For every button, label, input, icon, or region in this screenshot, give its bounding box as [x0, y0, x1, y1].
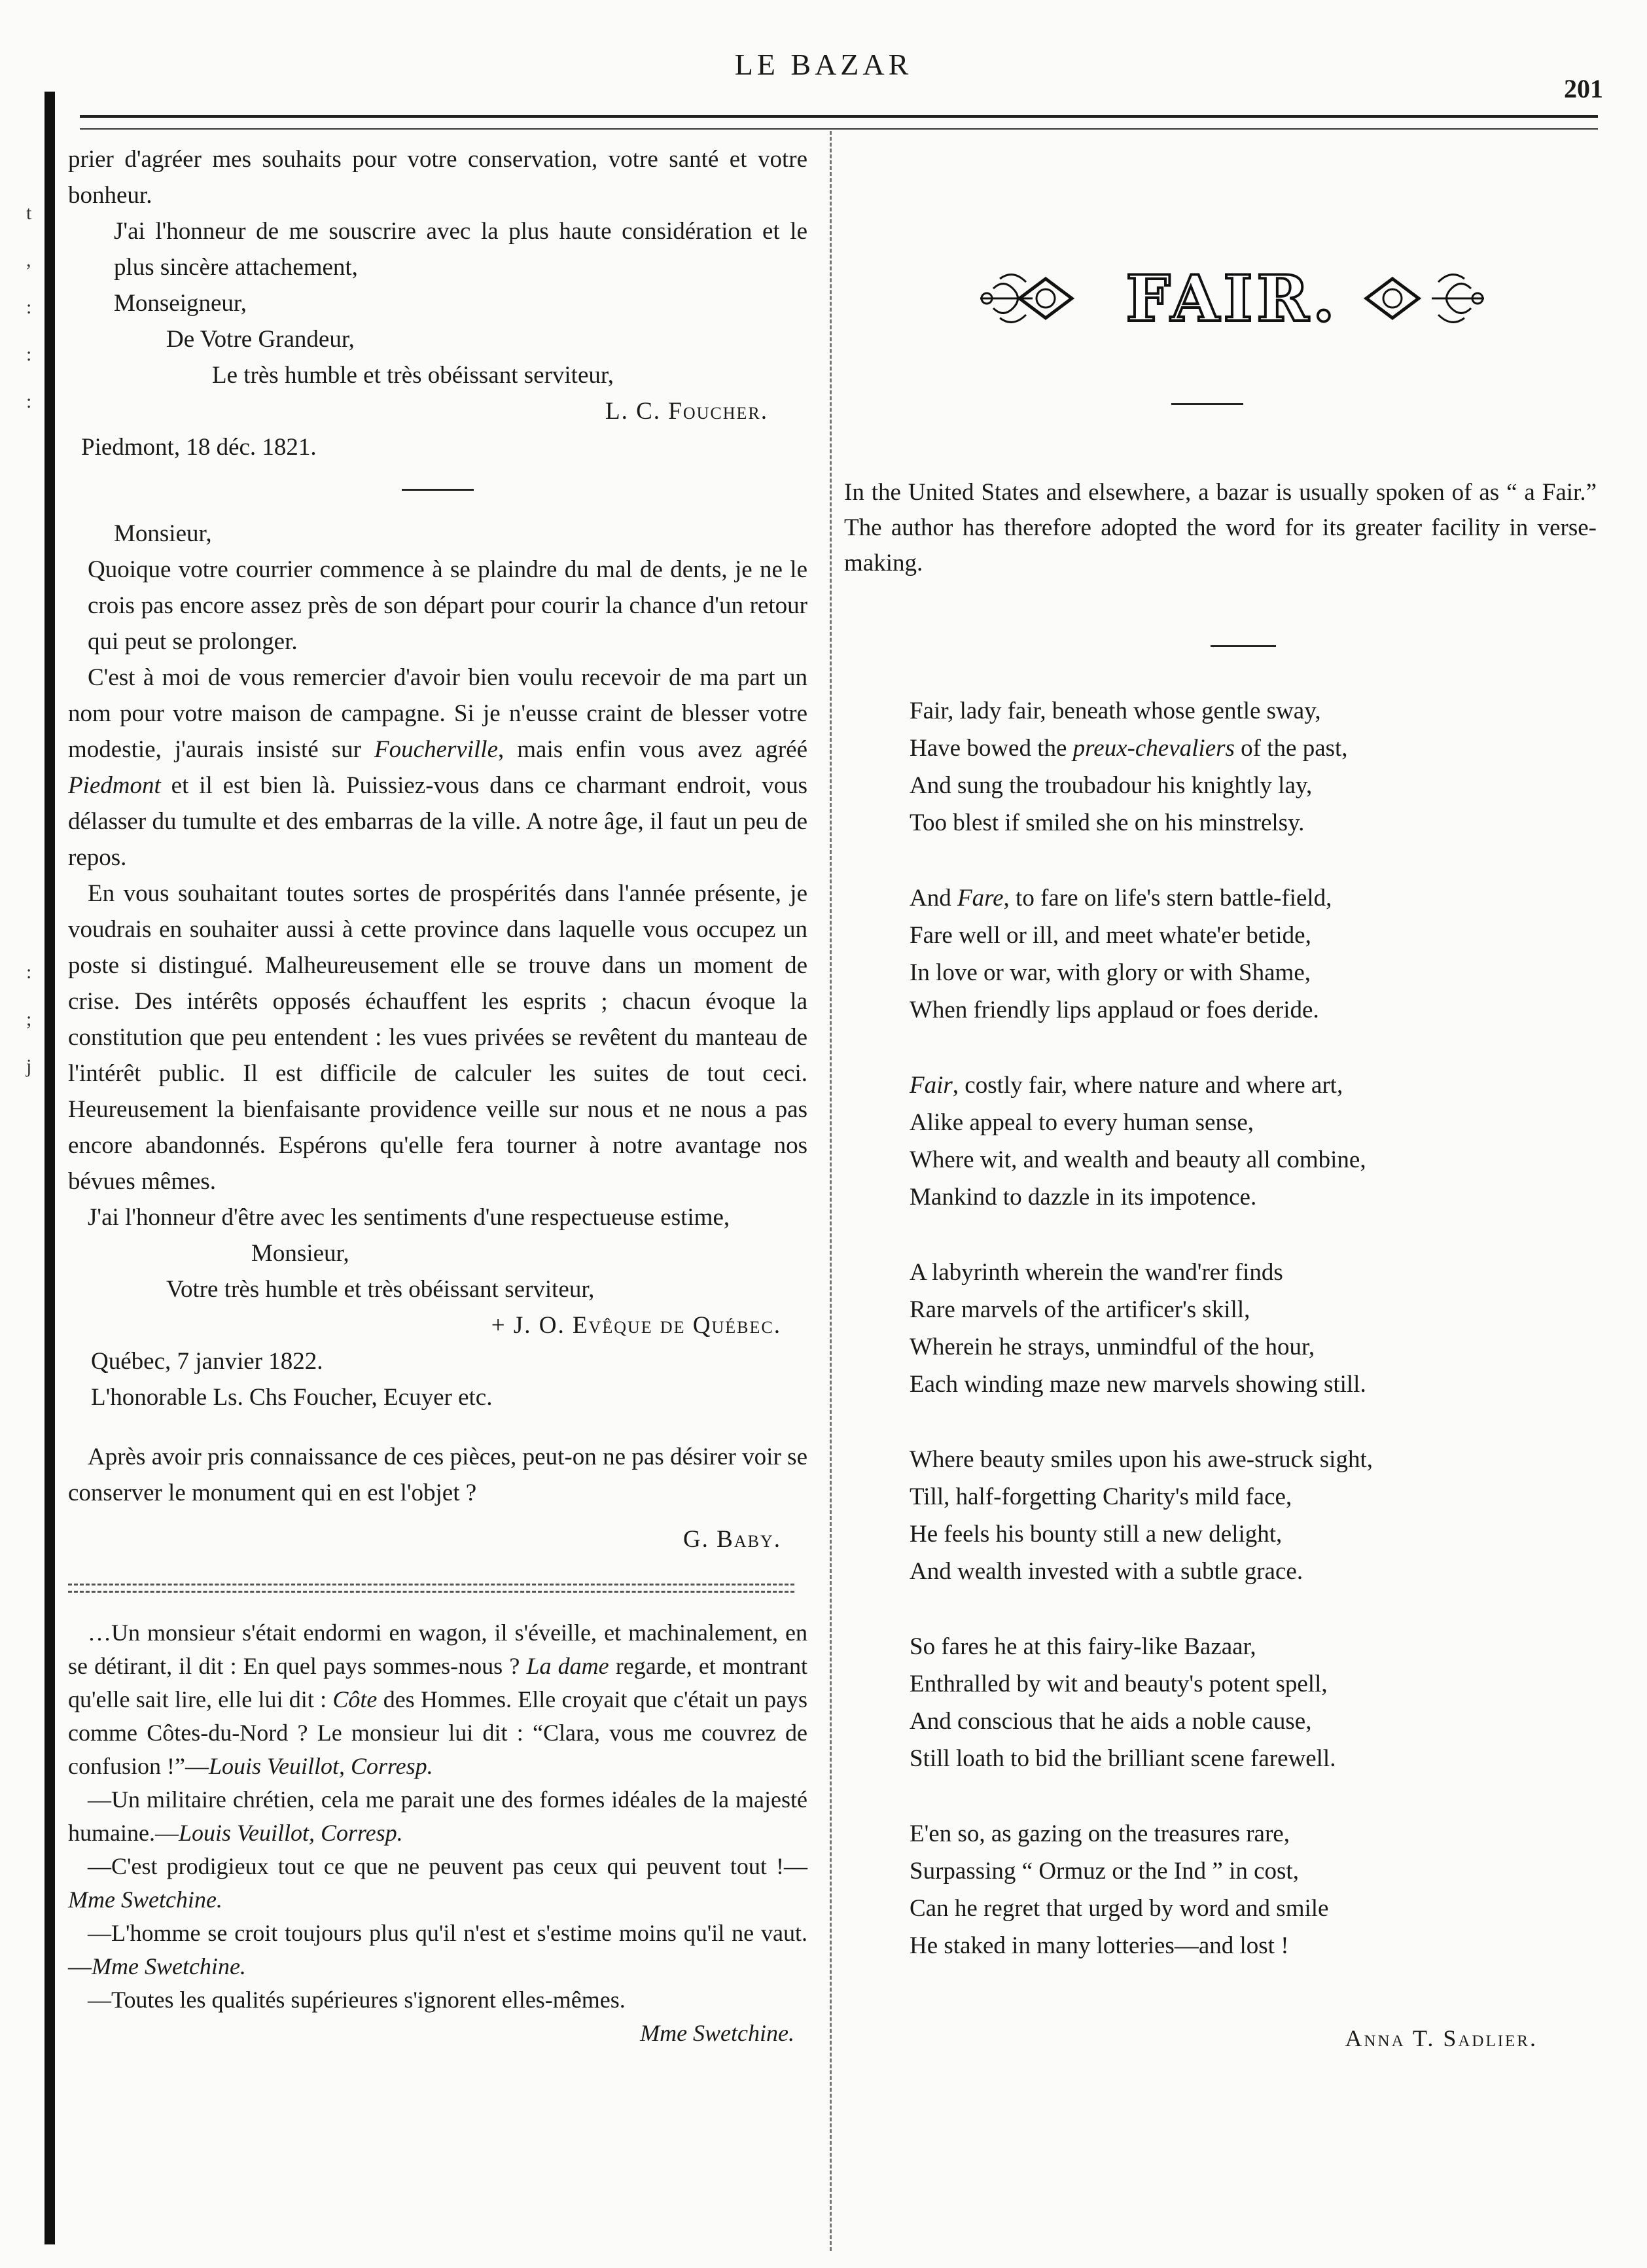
fair-title-banner — [974, 253, 1491, 344]
margin-mark: j — [26, 1055, 32, 1077]
text-run: et il est bien là. Puissiez-vous dans ce charmant endroit, vous délasser du tumulte et des embarras de la ville. A notre âge, il faut un peu de repos. — [68, 772, 807, 871]
italic-run: La dame — [526, 1653, 609, 1679]
letter1-salutation: Monseigneur, — [114, 290, 247, 317]
poem-line: A labyrinth wherein the wand'rer finds — [910, 1259, 1283, 1286]
quotation-source: Mme Swetchine. — [68, 1887, 222, 1913]
letter2-paragraph: Quoique votre courrier commence à se plaindre du mal de dents, je ne le crois pas encore assez près de son départ pour courir la chance d'un retour qui peut se prolonger. — [88, 556, 807, 655]
letter2-paragraph: J'ai l'honneur d'être avec les sentiments d'une respectueuse estime, — [88, 1204, 730, 1231]
poem-line: Till, half-forgetting Charity's mild face, — [910, 1483, 1292, 1510]
poem-stanza — [910, 879, 1603, 1029]
afterword-signature: G. Baby. — [682, 1526, 781, 1553]
left-column — [68, 141, 807, 2050]
column-divider — [830, 131, 832, 2251]
margin-mark: ; — [26, 1008, 32, 1030]
poem-line: So fares he at this fairy-like Bazaar, — [910, 1633, 1256, 1660]
margin-mark: : — [26, 296, 32, 318]
poem-line: Fair, lady fair, beneath whose gentle sway, — [910, 698, 1321, 724]
quotation — [68, 1616, 807, 1783]
margin-mark: , — [26, 249, 31, 271]
poem-stanza — [910, 1254, 1603, 1403]
text-run: …Un monsieur s'était endormi en wagon, il s'éveille, et machinalement, en se détirant, il dit : En quel pays sommes-nous ? — [68, 1620, 807, 1679]
poem-line: Alike appeal to every human sense, — [910, 1109, 1254, 1136]
section-rule — [1171, 403, 1243, 405]
poem-line: Where wit, and wealth and beauty all combine, — [910, 1146, 1366, 1173]
poem-line: And conscious that he aids a noble cause, — [910, 1708, 1312, 1735]
poem-line: Have bowed the preux-chevaliers of the past, — [910, 735, 1348, 762]
binding-margin-bar — [44, 92, 55, 2244]
poem-line: In love or war, with glory or with Shame, — [910, 959, 1311, 986]
ornament-left-icon — [980, 275, 1072, 323]
text-run: —Un militaire chrétien, cela me parait une des formes idéales de la majesté humaine.— — [68, 1786, 807, 1846]
text-run: C'est à moi de vous remercier d'avoir bien voulu recevoir de ma part un nom pour votre maison de campagne. Si je n'eusse craint de blesser votre modestie, j'aurais insisté sur — [68, 664, 807, 763]
poem-line: He feels his bounty still a new delight, — [910, 1521, 1283, 1548]
poem-line: Mankind to dazzle in its impotence. — [910, 1184, 1257, 1211]
poem-line: Where beauty smiles upon his awe-struck sight, — [910, 1446, 1373, 1473]
poem-line: Fair, costly fair, where nature and where art, — [910, 1072, 1343, 1099]
quotation-source: Mme Swetchine. — [92, 1953, 246, 1979]
poem-line: Enthralled by wit and beauty's potent spell, — [910, 1671, 1328, 1697]
letter2-signature: + J. O. Evêque de Québec. — [491, 1312, 781, 1339]
margin-marks — [26, 190, 39, 1090]
quotation-source-line — [68, 2017, 807, 2050]
letter1-paragraph: J'ai l'honneur de me souscrire avec la plus haute considération et le plus sincère attachement, — [114, 218, 807, 281]
quotation: —Toutes les qualités supérieures s'ignorent elles-mêmes. — [88, 1987, 626, 2013]
margin-mark: : — [26, 391, 32, 412]
quotation-source: Louis Veuillot, Corresp. — [208, 1753, 433, 1779]
letter2-closing: Votre très humble et très obéissant serviteur, — [166, 1276, 595, 1303]
poem-stanza — [910, 1815, 1603, 1964]
letter2-addressee: L'honorable Ls. Chs Foucher, Ecuyer etc. — [91, 1384, 493, 1411]
poem-line: Wherein he strays, unmindful of the hour, — [910, 1334, 1315, 1360]
letter2-paragraph: En vous souhaitant toutes sortes de prospérités dans l'année présente, je voudrais en souhaiter aussi à cette province dans laquelle vous occupez un poste si distingué. Malheureusement elle se trouve dans un moment de crise. Des intérêts opposés échauffent les esprits ; chacun évoque la constitution que peu entendent : les vues privées se revêtent du manteau de l'intérêt public. Il est difficile de calculer les suites de tout ceci. Heureusement la bienfaisante providence veille sur nous et ne nous a pas encore abandonnés. Espérons qu'elle fera tourner à notre avantage nos bévues mêmes. — [68, 880, 807, 1195]
italic-run: Côte — [332, 1686, 378, 1712]
quotation — [68, 1783, 807, 1850]
letter1-signature: L. C. Foucher. — [605, 398, 768, 425]
text-run: des Hommes. Elle croyait que c'était un pays comme Côtes-du-Nord ? Le monsieur lui dit : “Clara, vous me couvrez de confusion !”— — [68, 1686, 808, 1779]
poem-stanza — [910, 1628, 1603, 1777]
fair-title-text: FAIR. — [1125, 262, 1339, 336]
poem-line: Still loath to bid the brilliant scene farewell. — [910, 1745, 1336, 1772]
poem-line: He staked in many lotteries—and lost ! — [910, 1932, 1289, 1959]
margin-mark: : — [26, 961, 32, 983]
letter1-place-date: Piedmont, 18 déc. 1821. — [81, 434, 317, 461]
text-run: regarde, et montrant qu'elle sait lire, elle lui dit : — [68, 1653, 808, 1712]
text-run: , mais enfin vous avez agréé — [498, 736, 807, 763]
afterword-paragraph: Après avoir pris connaissance de ces pièces, peut-on ne pas désirer voir se conserver le monument qui en est l'objet ? — [68, 1444, 807, 1506]
letter2-paragraph — [68, 660, 807, 876]
poem-line: Rare marvels of the artificer's skill, — [910, 1296, 1250, 1323]
poem-author-signature: Anna T. Sadlier. — [1345, 2025, 1538, 2051]
poem-line: E'en so, as gazing on the treasures rare, — [910, 1820, 1290, 1847]
margin-mark: t — [26, 202, 32, 224]
section-rule — [1211, 645, 1276, 647]
letter2-salutation: Monsieur, — [251, 1240, 349, 1267]
poem-line: Surpassing “ Ormuz or the Ind ” in cost, — [910, 1858, 1299, 1885]
poem-line: Each winding maze new marvels showing still. — [910, 1371, 1366, 1398]
ornament-right-icon — [1366, 275, 1484, 323]
quotation-source: Louis Veuillot, Corresp. — [178, 1820, 403, 1846]
poem-line: Too blest if smiled she on his minstrelsy. — [910, 809, 1305, 836]
poem-line: And wealth invested with a subtle grace. — [910, 1558, 1303, 1585]
poem-line: Fare well or ill, and meet whate'er betide, — [910, 922, 1311, 949]
letter1-salutation-2: De Votre Grandeur, — [166, 326, 355, 353]
text-run: —L'homme se croit toujours plus qu'il n'est et s'estime moins qu'il ne vaut.— — [68, 1920, 807, 1979]
fair-intro-note: In the United States and elsewhere, a bazar is usually spoken of as “ a Fair.” The author has therefore adopted the word for its greater facility in verse-making. — [844, 479, 1597, 576]
quotation-source: Mme Swetchine. — [640, 2020, 794, 2046]
italic-run: Piedmont — [68, 772, 161, 799]
letter1-closing: Le très humble et très obéissant serviteur, — [212, 362, 614, 389]
text-run: —C'est prodigieux tout ce que ne peuvent pas ceux qui peuvent tout !— — [88, 1853, 807, 1879]
poem-line: And sung the troubadour his knightly lay, — [910, 772, 1313, 799]
poem-stanza — [910, 1067, 1603, 1216]
poem-line: Can he regret that urged by word and smile — [910, 1895, 1329, 1922]
poem-line: When friendly lips applaud or foes deride. — [910, 997, 1319, 1023]
poem-fair — [910, 692, 1603, 2002]
margin-mark: : — [26, 344, 32, 365]
section-double-rule — [68, 1584, 794, 1593]
quotation — [68, 1850, 807, 1917]
poem-stanza — [910, 1441, 1603, 1590]
letter2-opening: Monsieur, — [114, 520, 212, 547]
poem-line: And Fare, to fare on life's stern battle-field, — [910, 885, 1332, 912]
italic-run: Foucherville — [374, 736, 498, 763]
page-number: 201 — [1564, 74, 1603, 103]
header-double-rule — [80, 115, 1598, 130]
quotation — [68, 1917, 807, 1983]
letter2-place-date: Québec, 7 janvier 1822. — [91, 1348, 323, 1375]
quotations-section — [68, 1616, 807, 2050]
poem-stanza — [910, 692, 1603, 842]
section-rule — [402, 489, 474, 491]
letter1-paragraph: prier d'agréer mes souhaits pour votre conservation, votre santé et votre bonheur. — [68, 146, 807, 209]
running-header-title: LE BAZAR — [734, 48, 913, 81]
